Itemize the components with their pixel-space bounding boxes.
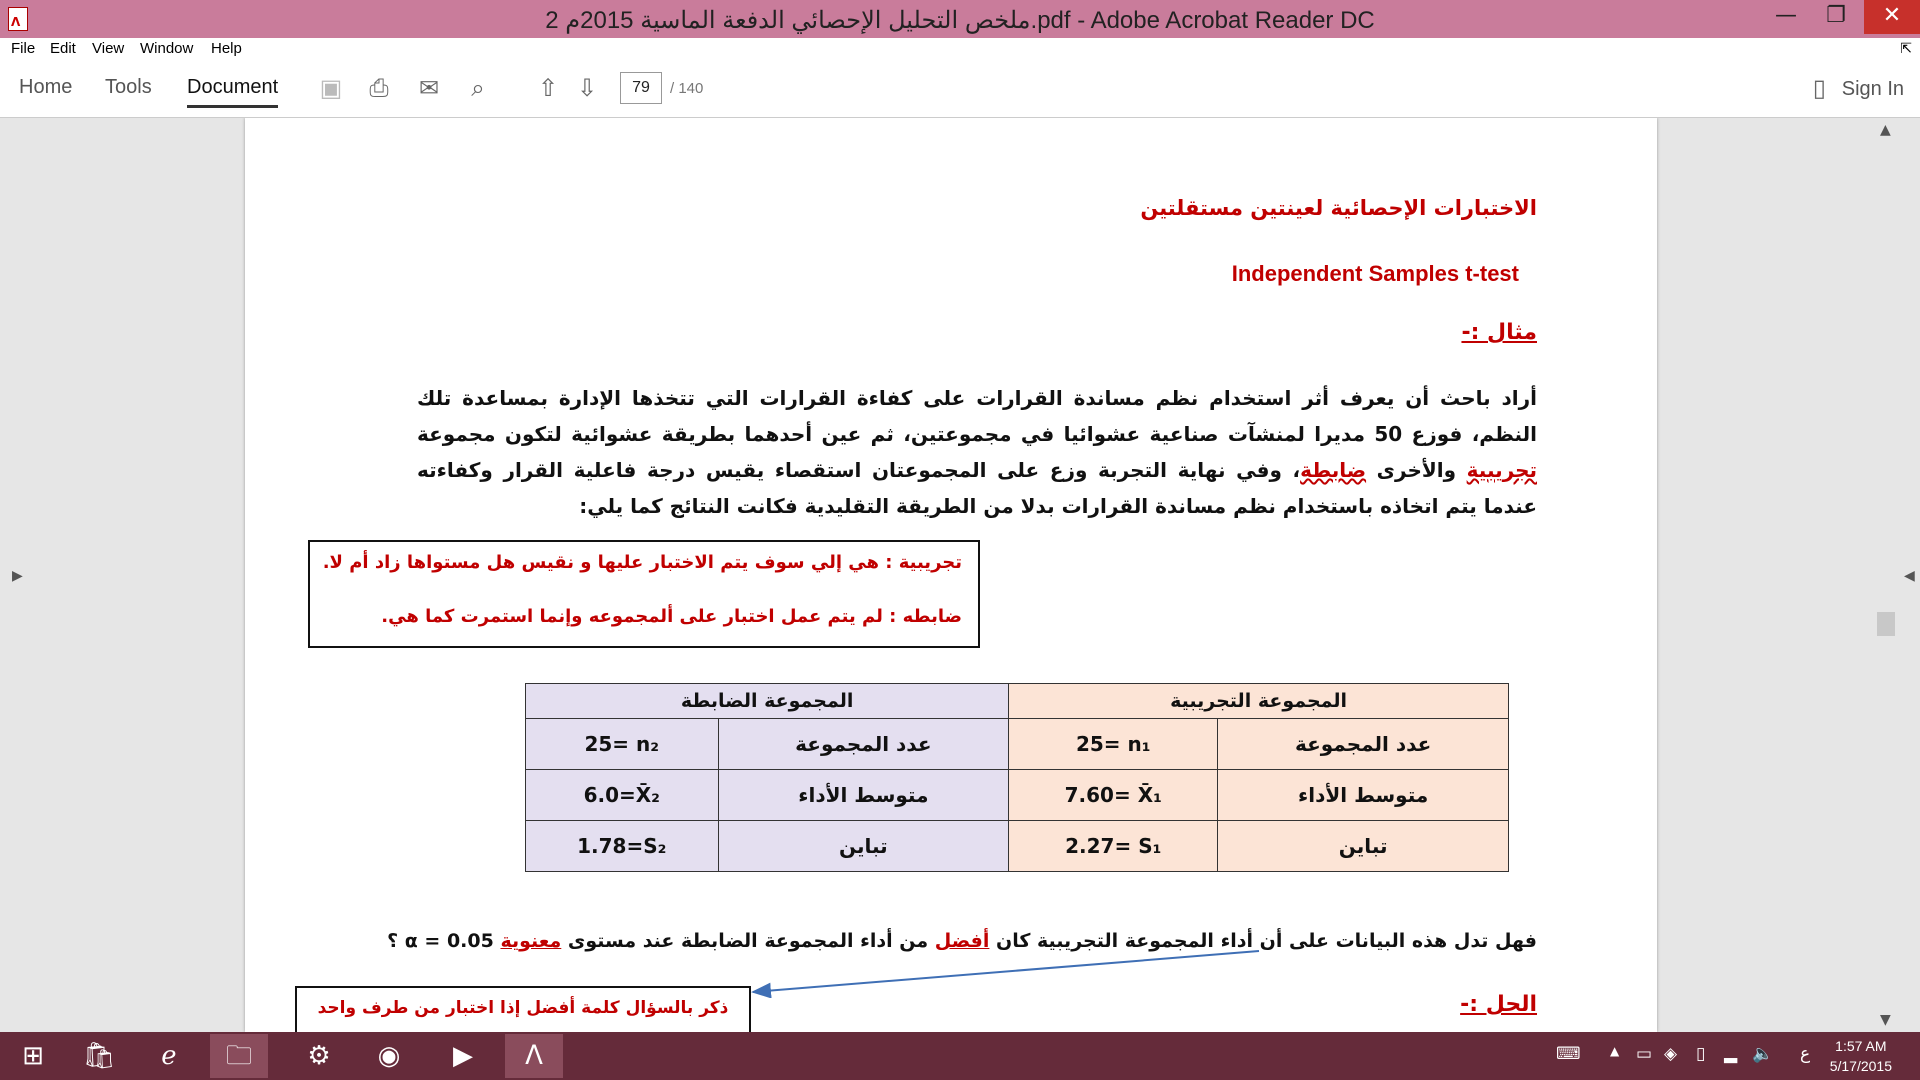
heading-arabic: الاختبارات الإحصائية لعينتين مستقلتين	[1140, 196, 1537, 220]
word-significance: معنوية	[500, 930, 562, 952]
internet-explorer-icon[interactable]: ℯ	[161, 1041, 177, 1071]
page-down-icon[interactable]: ⇩	[576, 75, 598, 102]
pin-icon[interactable]: ⇱	[1900, 40, 1912, 56]
mobile-link-icon[interactable]: ▯	[1812, 75, 1826, 102]
scroll-thumb[interactable]	[1877, 612, 1895, 636]
media-player-icon[interactable]: ▶	[453, 1041, 473, 1071]
show-left-pane-icon[interactable]: ▶	[12, 568, 23, 584]
heading-english: Independent Samples t-test	[1231, 261, 1519, 286]
scroll-up-icon[interactable]: ▲	[1880, 122, 1891, 138]
store-icon[interactable]: 🛍	[82, 1041, 116, 1071]
document-area	[0, 118, 1920, 1032]
page-total: / 140	[670, 80, 704, 97]
table-row	[526, 719, 1509, 770]
sign-in-link[interactable]: Sign In	[1841, 78, 1904, 100]
print-icon[interactable]: ⎙	[369, 75, 389, 102]
tab-document[interactable]: Document	[187, 76, 278, 108]
toolbar	[0, 62, 1920, 118]
acrobat-icon: ᐱ	[8, 7, 28, 31]
battery-icon[interactable]: ▯	[1696, 1044, 1706, 1064]
save-icon[interactable]: ▣	[319, 75, 343, 102]
tab-tools[interactable]: Tools	[105, 76, 152, 98]
ctl-value: 25= n₂	[526, 719, 719, 770]
tray-app-icon[interactable]: ▭	[1636, 1044, 1653, 1064]
paragraph-text: ، وفي نهاية التجربة وزع على المجموعتان استقصاء يقيس درجة فاعلية القرار وكفاءته عندما يتم اتخاذه باستخدام نظم مساندة القرارات بدلا من الطريقة التقليدية فكانت النتائج كما يلي:	[417, 458, 1537, 518]
language-indicator[interactable]: ع	[1800, 1044, 1811, 1064]
search-icon[interactable]: ⌕	[471, 75, 485, 102]
settings-app-icon[interactable]: ⚙	[307, 1041, 331, 1071]
acrobat-taskbar-icon[interactable]: ᐱ	[505, 1034, 563, 1078]
show-hidden-icons-icon[interactable]: ▲	[1610, 1044, 1620, 1058]
callout-arrow	[745, 948, 1265, 998]
taskbar	[0, 1032, 1920, 1080]
system-clock[interactable]	[1830, 1036, 1892, 1076]
page-up-icon[interactable]: ⇧	[537, 75, 559, 102]
volume-icon[interactable]: 🔈	[1752, 1044, 1774, 1064]
menu-window[interactable]: Window	[140, 40, 194, 57]
minimize-button[interactable]: —	[1775, 3, 1797, 28]
window-title: ملخص التحليل الإحصائي الدفعة الماسية 2015م 2.pdf - Adobe Acrobat Reader DC	[545, 7, 1375, 34]
row-label: عدد المجموعة	[1218, 719, 1509, 770]
solution-label: الحل :-	[1460, 992, 1537, 1017]
exp-value: 2.27= S₁	[1009, 821, 1218, 872]
results-table	[525, 683, 1509, 872]
question-part: α = 0.05 ؟	[387, 930, 501, 952]
row-label: عدد المجموعة	[718, 719, 1009, 770]
menu-edit[interactable]: Edit	[50, 40, 76, 57]
keyboard-icon[interactable]: ⌨	[1556, 1044, 1581, 1064]
close-button[interactable]: ✕	[1864, 0, 1920, 34]
menu-file[interactable]: File	[11, 40, 36, 57]
ctl-value: 6.0=X̄₂	[526, 770, 719, 821]
dropbox-icon[interactable]: ◈	[1664, 1044, 1678, 1064]
row-label: تباين	[1218, 821, 1509, 872]
network-icon[interactable]: ▂	[1724, 1044, 1738, 1064]
show-right-pane-icon[interactable]: ◀	[1904, 568, 1915, 584]
word-control: ضابطة	[1300, 458, 1367, 482]
row-label: متوسط الأداء	[718, 770, 1009, 821]
clock-date: 5/17/2015	[1829, 1058, 1892, 1074]
pdf-page	[245, 118, 1657, 1032]
ctl-value: 1.78=S₂	[526, 821, 719, 872]
menu-help[interactable]: Help	[211, 40, 242, 57]
paragraph-text: أراد باحث أن يعرف أثر استخدام نظم مساندة القرارات على كفاءة القرارات التي تتخذها الإدارة بمساعدة تلك النظم، فوزع 50 مديرا لمنشآت صناعية عشوائيا في مجموعتين، ثم عين أحدهما بطريقة عشوائية لتكون مجموعة	[417, 386, 1537, 446]
row-label: متوسط الأداء	[1218, 770, 1509, 821]
page-number-input[interactable]: 79	[620, 72, 662, 104]
windows-start-icon[interactable]: ⊞	[22, 1041, 44, 1071]
table-row	[526, 821, 1509, 872]
question-part: فهل تدل هذه البيانات على أن أداء المجموعة التجريبية كان	[989, 930, 1537, 952]
header-experimental: المجموعة التجريبية	[1009, 684, 1509, 719]
word-better: أفضل	[934, 930, 990, 952]
exp-value: 7.60= X̄₁	[1009, 770, 1218, 821]
scroll-down-icon[interactable]: ▼	[1880, 1012, 1891, 1028]
title-bar	[0, 0, 1920, 38]
header-control: المجموعة الضابطة	[526, 684, 1009, 719]
table-row	[526, 770, 1509, 821]
word-experimental: تجريبية	[1466, 458, 1537, 482]
exp-value: 25= n₁	[1009, 719, 1218, 770]
menu-view[interactable]: View	[92, 40, 125, 57]
note-line-control: ضابطه : لم يتم عمل اختبار على ألمجموعه وإنما استمرت كما هي.	[381, 606, 962, 627]
file-explorer-icon[interactable]: 🗀	[210, 1034, 268, 1078]
vertical-scrollbar[interactable]	[1876, 118, 1896, 1032]
clock-time: 1:57 AM	[1835, 1038, 1887, 1054]
tab-home[interactable]: Home	[19, 76, 73, 98]
paragraph-text: والأخرى	[1366, 458, 1467, 482]
chrome-icon[interactable]: ◉	[377, 1041, 401, 1071]
menu-bar	[0, 38, 1920, 62]
question-part: من أداء المجموعة الضابطة عند مستوى	[561, 930, 935, 952]
definition-note-box	[308, 540, 980, 648]
example-label: مثال :-	[1461, 320, 1537, 345]
example-paragraph	[417, 380, 1537, 524]
row-label: تباين	[718, 821, 1009, 872]
note-line-experimental: تجريبية : هي إلي سوف يتم الاختبار عليها و نقيس هل مستواها زاد أم لا.	[322, 552, 962, 573]
email-icon[interactable]: ✉	[418, 75, 440, 102]
callout-note: ذكر بالسؤال كلمة أفضل إذا اختبار من طرف واحد	[295, 986, 751, 1032]
maximize-button[interactable]: ❐	[1826, 3, 1846, 28]
